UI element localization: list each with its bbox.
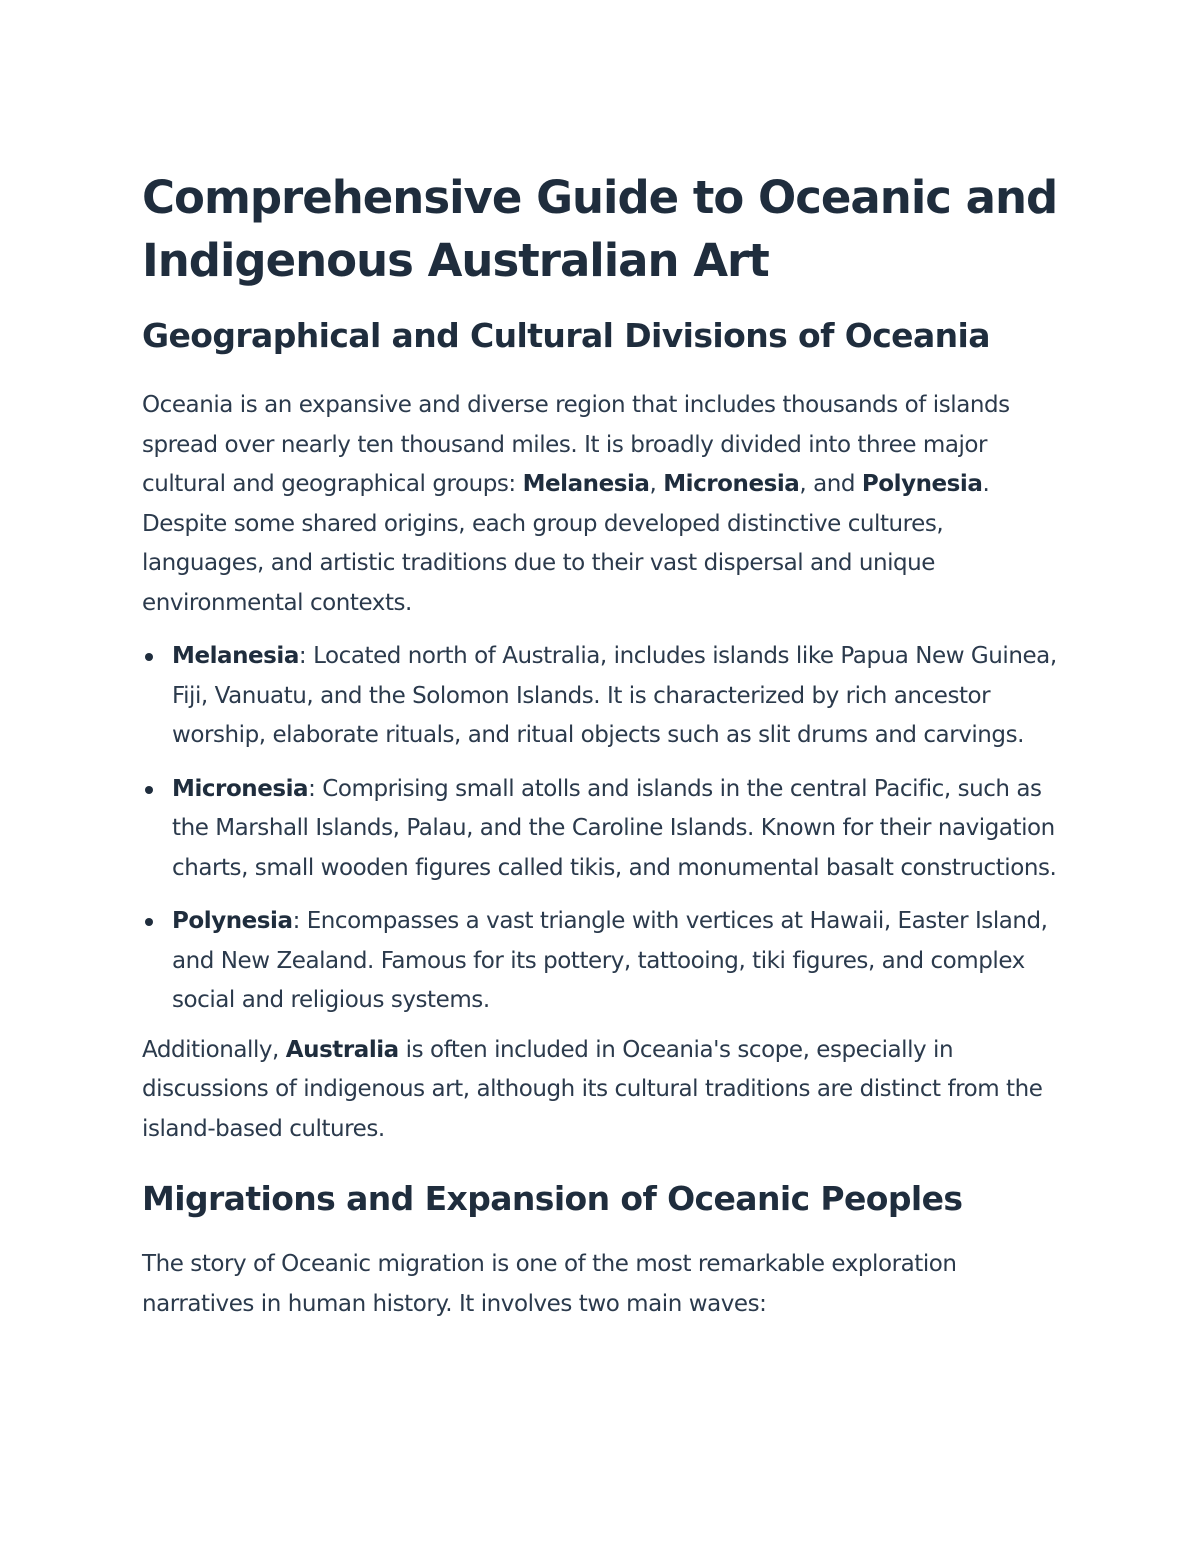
intro-text-1: Oceania is an expansive and diverse region that includes thousands of islands spread over nearly ten thousand miles. It is broadly divided into three major cultural and geographical groups:: [142, 392, 1010, 497]
bullet-icon: [145, 653, 153, 661]
list-text: : Comprising small atolls and islands in the central Pacific, such as the Marshall Islands, Palau, and the Caroline Islands. Known for their navigation charts, small wooden figures called tikis, and monumental basalt constructions.: [172, 775, 1057, 881]
term-polynesia: Polynesia: [861, 471, 983, 497]
section-heading-divisions: Geographical and Cultural Divisions of Oceania: [142, 316, 990, 355]
list-term: Melanesia: [172, 643, 299, 669]
term-australia: Australia: [285, 1036, 399, 1063]
list-term: Polynesia: [172, 908, 293, 934]
migration-paragraph: The story of Oceanic migration is one of the most remarkable exploration narratives in human history. It involves two main waves:: [142, 1251, 957, 1317]
intro-paragraph: [142, 386, 1062, 623]
term-micronesia: Micronesia: [663, 471, 800, 497]
intro-text-3: , and: [799, 471, 862, 497]
region-list: [142, 637, 1062, 1021]
bullet-icon: [145, 918, 153, 926]
outro-text-1: Additionally,: [142, 1036, 286, 1063]
outro-text-2: is often included in Oceania's scope, especially in discussions of indigenous art, although its cultural traditions are distinct from the island-based cultures.: [142, 1036, 1043, 1142]
intro-text-4: . Despite some shared origins, each group developed distinctive cultures, languages, and artistic traditions due to their vast dispersal and unique environmental contexts.: [142, 471, 990, 616]
section-heading-migrations: Migrations and Expansion of Oceanic Peoples: [142, 1179, 963, 1218]
term-melanesia: Melanesia: [522, 471, 650, 497]
australia-paragraph: [142, 1031, 1062, 1150]
list-item-melanesia: [142, 637, 1062, 756]
list-item-polynesia: [142, 902, 1062, 1021]
list-term: Micronesia: [172, 775, 309, 802]
list-text: : Encompasses a vast triangle with vertices at Hawaii, Easter Island, and New Zealand. Famous for its pottery, tattooing, tiki figures, and complex social and religious systems.: [172, 908, 1048, 1013]
intro-text-2: ,: [649, 471, 664, 497]
document-page: [142, 166, 1062, 1324]
list-text: : Located north of Australia, includes islands like Papua New Guinea, Fiji, Vanuatu, and the Solomon Islands. It is characterized by rich ancestor worship, elaborate rituals, and ritual objects such as slit drums and carvings.: [172, 643, 1057, 748]
bullet-icon: [145, 786, 153, 794]
page-title: Comprehensive Guide to Oceanic and Indigenous Australian Art: [142, 171, 1058, 287]
list-item-micronesia: [142, 770, 1062, 889]
